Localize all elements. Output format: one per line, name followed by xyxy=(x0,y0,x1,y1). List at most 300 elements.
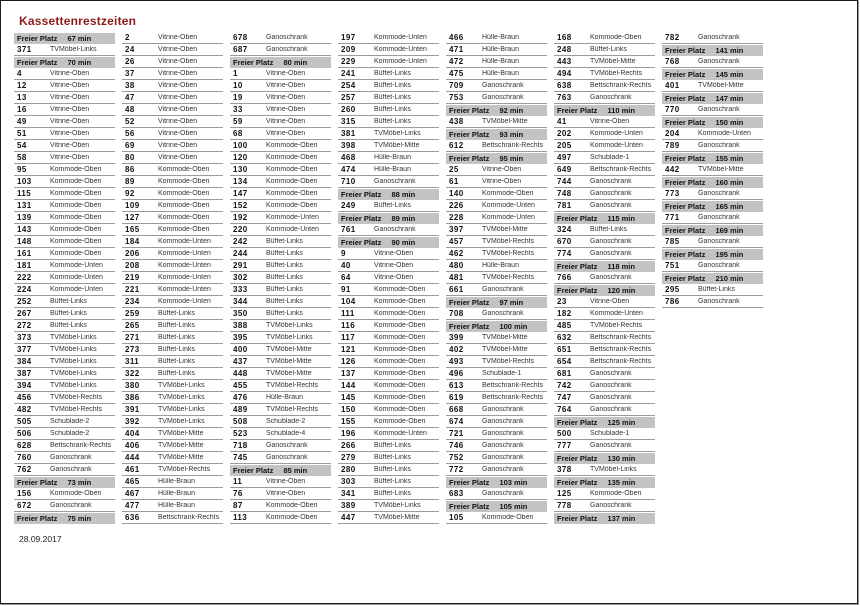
cassette-location: Hülle-Braun xyxy=(374,154,411,161)
cassette-row xyxy=(662,140,763,152)
report-columns xyxy=(14,32,770,524)
cassette-location: TVMöbel-Links xyxy=(374,502,421,509)
cassette-number: 380 xyxy=(125,381,140,390)
free-slot-row xyxy=(662,69,763,80)
cassette-row xyxy=(554,428,655,440)
cassette-number: 771 xyxy=(665,213,680,222)
cassette-row xyxy=(122,500,223,512)
cassette-number: 152 xyxy=(233,201,248,210)
free-slot-minutes: 125 min xyxy=(607,418,636,427)
cassette-row xyxy=(554,188,655,200)
cassette-location: Büffet-Links xyxy=(374,454,411,461)
cassette-row xyxy=(446,212,547,224)
cassette-number: 781 xyxy=(557,201,572,210)
cassette-row xyxy=(122,296,223,308)
cassette-number: 438 xyxy=(449,117,464,126)
cassette-location: Vitrine-Oben xyxy=(266,130,306,137)
cassette-location: Büffet-Links xyxy=(158,370,195,377)
cassette-number: 480 xyxy=(449,261,464,270)
cassette-row xyxy=(14,116,115,128)
cassette-row xyxy=(230,104,331,116)
cassette-location: Vitrine-Oben xyxy=(266,82,306,89)
cassette-location: Kommode-Oben xyxy=(590,34,642,41)
cassette-location: Ganoschrank xyxy=(374,226,416,233)
cassette-number: 127 xyxy=(125,213,140,222)
cassette-number: 508 xyxy=(233,417,248,426)
cassette-number: 506 xyxy=(17,429,32,438)
cassette-row xyxy=(230,380,331,392)
cassette-row xyxy=(446,428,547,440)
free-slot-label: Freier Platz xyxy=(341,214,382,223)
free-slot-minutes: 89 min xyxy=(391,214,416,223)
cassette-location: TVMöbel-Mitte xyxy=(482,226,528,233)
cassette-number: 64 xyxy=(341,273,351,282)
cassette-row xyxy=(554,68,655,80)
cassette-location: Ganoschrank xyxy=(698,142,740,149)
cassette-location: TVMöbel-Links xyxy=(50,346,97,353)
free-slot-label: Freier Platz xyxy=(17,58,58,67)
cassette-location: Büffet-Links xyxy=(374,94,411,101)
cassette-row xyxy=(122,188,223,200)
cassette-number: 161 xyxy=(17,249,32,258)
cassette-location: Kommode-Oben xyxy=(158,214,210,221)
cassette-number: 280 xyxy=(341,465,356,474)
free-slot-label: Freier Platz xyxy=(449,502,490,511)
cassette-number: 447 xyxy=(341,513,356,522)
free-slot-label: Freier Platz xyxy=(665,250,706,259)
cassette-row xyxy=(662,188,763,200)
cassette-number: 196 xyxy=(341,429,356,438)
cassette-location: Kommode-Oben xyxy=(374,358,426,365)
cassette-row xyxy=(338,68,439,80)
cassette-number: 472 xyxy=(449,57,464,66)
cassette-number: 778 xyxy=(557,501,572,510)
cassette-row xyxy=(554,80,655,92)
cassette-location: Vitrine-Oben xyxy=(482,178,522,185)
cassette-number: 523 xyxy=(233,429,248,438)
cassette-number: 222 xyxy=(17,273,32,282)
free-slot-label: Freier Platz xyxy=(449,106,490,115)
cassette-number: 145 xyxy=(341,393,356,402)
cassette-location: Vitrine-Oben xyxy=(158,70,198,77)
cassette-row xyxy=(338,260,439,272)
cassette-row xyxy=(554,44,655,56)
cassette-number: 777 xyxy=(557,441,572,450)
free-slot-minutes: 169 min xyxy=(715,226,744,235)
cassette-number: 399 xyxy=(449,333,464,342)
cassette-row xyxy=(122,32,223,44)
cassette-row xyxy=(446,80,547,92)
cassette-location: Ganoschrank xyxy=(482,406,524,413)
free-slot-minutes: 70 min xyxy=(67,58,92,67)
cassette-number: 272 xyxy=(17,321,32,330)
cassette-location: Vitrine-Oben xyxy=(158,82,198,89)
cassette-number: 248 xyxy=(557,45,572,54)
cassette-row xyxy=(446,224,547,236)
cassette-location: Kommode-Oben xyxy=(50,166,102,173)
cassette-number: 150 xyxy=(341,405,356,414)
cassette-row xyxy=(338,308,439,320)
cassette-number: 139 xyxy=(17,213,32,222)
cassette-location: Büffet-Links xyxy=(50,298,87,305)
free-slot-label: Freier Platz xyxy=(557,454,598,463)
cassette-location: TVMöbel-Mitte xyxy=(698,166,744,173)
cassette-location: Bettschrank-Rechts xyxy=(590,358,652,365)
report-column xyxy=(662,32,763,524)
cassette-number: 324 xyxy=(557,225,572,234)
free-slot-minutes: 93 min xyxy=(499,130,524,139)
cassette-number: 197 xyxy=(341,33,356,42)
cassette-row xyxy=(230,452,331,464)
cassette-location: Kommode-Unten xyxy=(158,262,211,269)
cassette-number: 377 xyxy=(17,345,32,354)
free-slot-minutes: 195 min xyxy=(715,250,744,259)
cassette-number: 401 xyxy=(665,81,680,90)
cassette-number: 613 xyxy=(449,381,464,390)
cassette-row xyxy=(338,368,439,380)
cassette-location: Ganoschrank xyxy=(590,382,632,389)
cassette-number: 773 xyxy=(665,189,680,198)
cassette-location: Hülle-Braun xyxy=(482,58,519,65)
cassette-location: Kommode-Unten xyxy=(374,58,427,65)
free-slot-label: Freier Platz xyxy=(17,514,58,523)
cassette-number: 404 xyxy=(125,429,140,438)
cassette-location: Ganoschrank xyxy=(50,466,92,473)
cassette-location: Hülle-Braun xyxy=(158,478,195,485)
free-slot-row xyxy=(446,477,547,488)
cassette-number: 111 xyxy=(341,309,355,318)
cassette-row xyxy=(338,440,439,452)
cassette-row xyxy=(230,188,331,200)
cassette-number: 398 xyxy=(341,141,356,150)
cassette-number: 19 xyxy=(233,93,243,102)
cassette-location: Kommode-Unten xyxy=(590,310,643,317)
cassette-number: 391 xyxy=(125,405,140,414)
cassette-location: Kommode-Oben xyxy=(374,310,426,317)
cassette-location: Büffet-Links xyxy=(374,70,411,77)
cassette-location: TVMöbel-Links xyxy=(590,466,637,473)
cassette-row xyxy=(446,140,547,152)
cassette-row xyxy=(554,308,655,320)
cassette-location: Schublade-2 xyxy=(266,418,306,425)
cassette-location: Kommode-Unten xyxy=(50,274,103,281)
cassette-row xyxy=(122,104,223,116)
cassette-location: Büffet-Links xyxy=(50,322,87,329)
free-slot-row xyxy=(662,93,763,104)
cassette-row xyxy=(446,272,547,284)
free-slot-row xyxy=(338,237,439,248)
cassette-number: 38 xyxy=(125,81,135,90)
cassette-row xyxy=(122,164,223,176)
cassette-row xyxy=(338,380,439,392)
cassette-location: Kommode-Oben xyxy=(266,202,318,209)
free-slot-minutes: 73 min xyxy=(67,478,92,487)
cassette-location: Ganoschrank xyxy=(698,106,740,113)
cassette-number: 496 xyxy=(449,369,464,378)
cassette-number: 23 xyxy=(557,297,567,306)
cassette-number: 12 xyxy=(17,81,27,90)
cassette-number: 89 xyxy=(125,177,135,186)
cassette-number: 24 xyxy=(125,45,135,54)
cassette-row xyxy=(554,368,655,380)
cassette-row xyxy=(14,368,115,380)
cassette-location: Büffet-Links xyxy=(266,274,303,281)
cassette-location: Kommode-Unten xyxy=(374,46,427,53)
cassette-row xyxy=(14,440,115,452)
cassette-number: 333 xyxy=(233,285,248,294)
cassette-location: Kommode-Unten xyxy=(374,34,427,41)
cassette-number: 265 xyxy=(125,321,140,330)
cassette-row xyxy=(446,380,547,392)
cassette-location: TVMöbel-Rechts xyxy=(482,358,535,365)
cassette-row xyxy=(122,212,223,224)
cassette-location: TVMöbel-Mitte xyxy=(374,142,420,149)
cassette-number: 91 xyxy=(341,285,351,294)
cassette-row xyxy=(446,248,547,260)
cassette-number: 761 xyxy=(341,225,356,234)
free-slot-label: Freier Platz xyxy=(449,130,490,139)
cassette-row xyxy=(230,44,331,56)
cassette-number: 9 xyxy=(341,249,346,258)
cassette-number: 442 xyxy=(665,165,680,174)
cassette-number: 762 xyxy=(17,465,32,474)
cassette-row xyxy=(230,128,331,140)
cassette-number: 202 xyxy=(557,129,572,138)
cassette-location: TVMöbel-Rechts xyxy=(482,250,535,257)
cassette-number: 59 xyxy=(233,117,243,126)
cassette-location: Hülle-Braun xyxy=(482,262,519,269)
cassette-location: Büffet-Links xyxy=(266,262,303,269)
cassette-location: Büffet-Links xyxy=(374,442,411,449)
cassette-number: 68 xyxy=(233,129,243,138)
cassette-location: Hülle-Braun xyxy=(266,394,303,401)
cassette-row xyxy=(122,488,223,500)
cassette-number: 344 xyxy=(233,297,248,306)
cassette-location: TVMöbel-Rechts xyxy=(50,406,103,413)
cassette-location: Ganoschrank xyxy=(482,286,524,293)
cassette-row xyxy=(446,236,547,248)
cassette-row xyxy=(230,416,331,428)
cassette-row xyxy=(338,224,439,236)
cassette-number: 766 xyxy=(557,273,572,282)
cassette-location: Kommode-Oben xyxy=(374,406,426,413)
cassette-location: Vitrine-Oben xyxy=(50,94,90,101)
cassette-number: 505 xyxy=(17,417,32,426)
free-slot-minutes: 95 min xyxy=(499,154,524,163)
cassette-row xyxy=(662,128,763,140)
cassette-row xyxy=(122,380,223,392)
cassette-location: Ganoschrank xyxy=(482,442,524,449)
cassette-number: 760 xyxy=(17,453,32,462)
cassette-row xyxy=(554,200,655,212)
cassette-row xyxy=(122,44,223,56)
cassette-location: TVMöbel-Mitte xyxy=(698,82,744,89)
free-slot-label: Freier Platz xyxy=(665,70,706,79)
cassette-number: 58 xyxy=(17,153,27,162)
cassette-location: Ganoschrank xyxy=(482,94,524,101)
free-slot-minutes: 92 min xyxy=(499,106,524,115)
cassette-location: Ganoschrank xyxy=(482,82,524,89)
free-slot-row xyxy=(554,417,655,428)
cassette-number: 341 xyxy=(341,489,356,498)
cassette-location: Vitrine-Oben xyxy=(50,82,90,89)
cassette-location: Bettschrank-Rechts xyxy=(482,142,544,149)
cassette-number: 48 xyxy=(125,105,135,114)
cassette-location: Vitrine-Oben xyxy=(374,250,414,257)
cassette-row xyxy=(446,284,547,296)
cassette-location: Ganoschrank xyxy=(590,274,632,281)
cassette-row xyxy=(230,260,331,272)
cassette-number: 751 xyxy=(665,261,680,270)
free-slot-row xyxy=(338,213,439,224)
free-slot-label: Freier Platz xyxy=(557,106,598,115)
cassette-number: 204 xyxy=(665,129,680,138)
cassette-location: Büffet-Links xyxy=(374,490,411,497)
cassette-location: TVMöbel-Links xyxy=(266,334,313,341)
cassette-row xyxy=(446,464,547,476)
cassette-number: 303 xyxy=(341,477,356,486)
cassette-number: 748 xyxy=(557,189,572,198)
free-slot-row xyxy=(14,33,115,44)
cassette-number: 165 xyxy=(125,225,140,234)
cassette-location: Vitrine-Oben xyxy=(158,130,198,137)
cassette-location: TVMöbel-Mitte xyxy=(482,118,528,125)
report-date: 28.09.2017 xyxy=(19,534,62,544)
cassette-row xyxy=(230,224,331,236)
cassette-location: Büffet-Links xyxy=(266,250,303,257)
free-slot-label: Freier Platz xyxy=(341,238,382,247)
cassette-row xyxy=(122,56,223,68)
free-slot-row xyxy=(662,117,763,128)
cassette-location: Kommode-Oben xyxy=(158,226,210,233)
cassette-location: Kommode-Oben xyxy=(374,298,426,305)
cassette-number: 384 xyxy=(17,357,32,366)
cassette-number: 475 xyxy=(449,69,464,78)
cassette-row xyxy=(14,152,115,164)
free-slot-minutes: 85 min xyxy=(283,466,308,475)
cassette-location: Büffet-Links xyxy=(158,358,195,365)
cassette-number: 26 xyxy=(125,57,135,66)
cassette-row xyxy=(554,236,655,248)
cassette-row xyxy=(338,248,439,260)
cassette-number: 687 xyxy=(233,45,248,54)
free-slot-minutes: 105 min xyxy=(499,502,528,511)
cassette-number: 378 xyxy=(557,465,572,474)
cassette-row xyxy=(14,44,115,56)
cassette-location: Büffet-Links xyxy=(266,310,303,317)
cassette-row xyxy=(122,356,223,368)
cassette-location: Vitrine-Oben xyxy=(266,94,306,101)
cassette-row xyxy=(14,200,115,212)
cassette-location: Schublade-2 xyxy=(50,430,90,437)
cassette-row xyxy=(230,92,331,104)
cassette-location: Kommode-Oben xyxy=(158,202,210,209)
cassette-row xyxy=(662,164,763,176)
cassette-number: 406 xyxy=(125,441,140,450)
cassette-location: Bettschrank-Rechts xyxy=(482,394,544,401)
cassette-location: Ganoschrank xyxy=(698,58,740,65)
cassette-location: Ganoschrank xyxy=(590,190,632,197)
cassette-row xyxy=(122,284,223,296)
cassette-location: Vitrine-Oben xyxy=(158,154,198,161)
cassette-number: 120 xyxy=(233,153,248,162)
cassette-number: 772 xyxy=(449,465,464,474)
free-slot-label: Freier Platz xyxy=(233,58,274,67)
cassette-row xyxy=(446,488,547,500)
cassette-location: Kommode-Oben xyxy=(50,190,102,197)
cassette-number: 76 xyxy=(233,489,243,498)
cassette-row xyxy=(14,320,115,332)
cassette-row xyxy=(14,224,115,236)
cassette-row xyxy=(554,152,655,164)
cassette-number: 244 xyxy=(233,249,248,258)
cassette-number: 302 xyxy=(233,273,248,282)
cassette-number: 156 xyxy=(17,489,32,498)
free-slot-row xyxy=(446,153,547,164)
cassette-row xyxy=(14,488,115,500)
cassette-row xyxy=(446,308,547,320)
cassette-number: 257 xyxy=(341,93,356,102)
cassette-row xyxy=(122,200,223,212)
cassette-location: Kommode-Oben xyxy=(374,346,426,353)
cassette-location: TVMöbel-Mitte xyxy=(158,454,204,461)
cassette-location: Kommode-Unten xyxy=(158,298,211,305)
cassette-row xyxy=(446,332,547,344)
cassette-location: TVMöbel-Links xyxy=(50,382,97,389)
cassette-location: Ganoschrank xyxy=(590,394,632,401)
free-slot-row xyxy=(14,513,115,524)
cassette-row xyxy=(554,380,655,392)
cassette-number: 254 xyxy=(341,81,356,90)
cassette-row xyxy=(338,56,439,68)
cassette-location: Bettschrank-Rechts xyxy=(158,514,220,521)
cassette-location: Ganoschrank xyxy=(590,94,632,101)
cassette-location: Büffet-Links xyxy=(374,202,411,209)
free-slot-row xyxy=(446,321,547,332)
cassette-number: 86 xyxy=(125,165,135,174)
cassette-row xyxy=(338,416,439,428)
cassette-number: 668 xyxy=(449,405,464,414)
cassette-location: Kommode-Oben xyxy=(50,490,102,497)
cassette-location: Kommode-Oben xyxy=(374,322,426,329)
cassette-row xyxy=(338,128,439,140)
free-slot-row xyxy=(554,285,655,296)
free-slot-row xyxy=(662,153,763,164)
cassette-row xyxy=(338,488,439,500)
cassette-location: Vitrine-Oben xyxy=(50,130,90,137)
cassette-row xyxy=(554,440,655,452)
cassette-location: Ganoschrank xyxy=(590,406,632,413)
cassette-row xyxy=(14,296,115,308)
cassette-number: 612 xyxy=(449,141,464,150)
cassette-location: Büffet-Links xyxy=(590,226,627,233)
page-title: Kassettenrestzeiten xyxy=(19,14,137,28)
cassette-number: 789 xyxy=(665,141,680,150)
cassette-row xyxy=(230,392,331,404)
cassette-number: 249 xyxy=(341,201,356,210)
cassette-row xyxy=(230,512,331,524)
free-slot-label: Freier Platz xyxy=(17,34,58,43)
report-column xyxy=(230,32,331,524)
cassette-number: 103 xyxy=(17,177,32,186)
cassette-location: Bettschrank-Rechts xyxy=(50,442,112,449)
cassette-row xyxy=(14,248,115,260)
cassette-location: Ganoschrank xyxy=(698,262,740,269)
cassette-row xyxy=(230,164,331,176)
cassette-location: Kommode-Oben xyxy=(482,190,534,197)
cassette-row xyxy=(662,104,763,116)
cassette-row xyxy=(554,272,655,284)
